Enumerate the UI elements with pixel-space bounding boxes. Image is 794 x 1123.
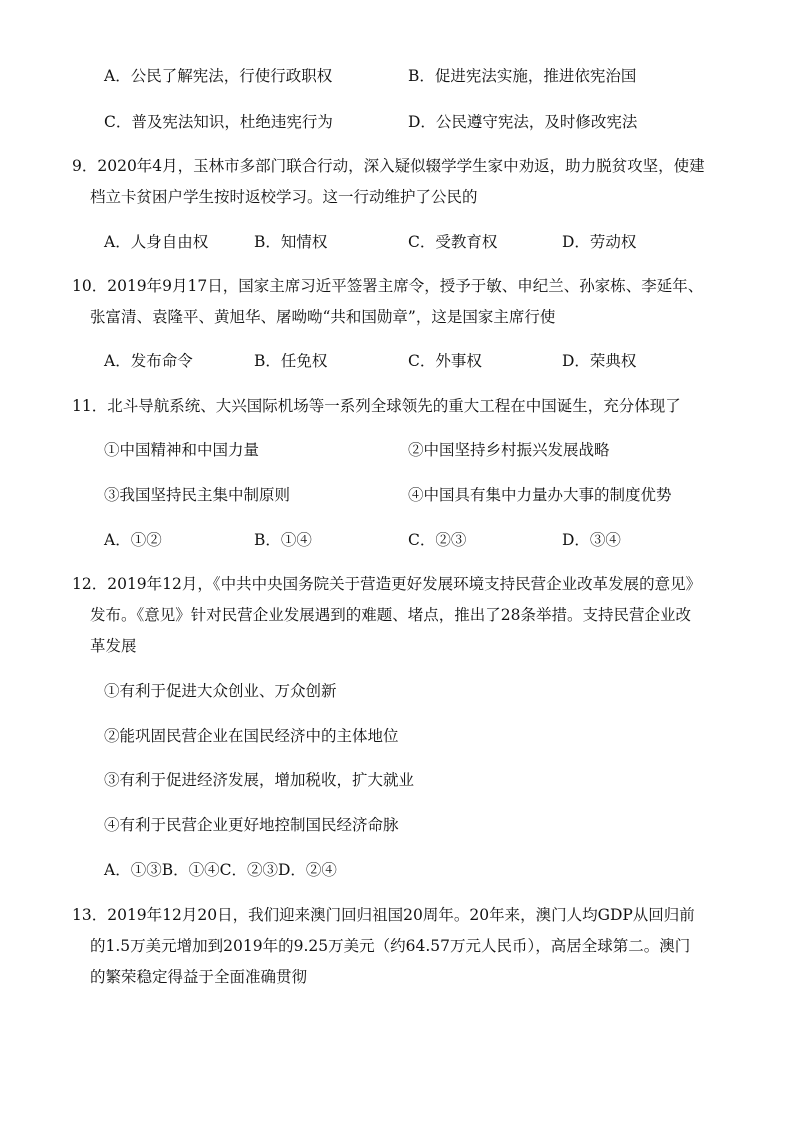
- q8-option-a: A．公民了解宪法，行使行政职权: [104, 67, 333, 85]
- q12-item-3: ③有利于促进经济发展，增加税收，扩大就业: [104, 771, 415, 789]
- q9-stem-line-1: 9．2020年4月，玉林市多部门联合行动，深入疑似辍学学生家中劝返，助力脱贫攻坚，使建: [72, 157, 705, 175]
- q9-option-b: B．知情权: [254, 233, 328, 251]
- q13-stem-line-3: 的繁荣稳定得益于全面准确贯彻: [90, 968, 308, 986]
- q12-stem-line-1: 12．2019年12月，《中共中央国务院关于营造更好发展环境支持民营企业改革发展的意见》: [72, 575, 702, 593]
- q12-item-4: ④有利于民营企业更好地控制国民经济命脉: [104, 816, 399, 834]
- q10-option-d: D．荣典权: [562, 352, 637, 370]
- q12-item-2: ②能巩固民营企业在国民经济中的主体地位: [104, 727, 399, 745]
- q10-option-b: B．任免权: [254, 352, 328, 370]
- q12-options: A．①③B．①④C．②③D．②④: [104, 861, 337, 879]
- q9-stem-line-2: 档立卡贫困户学生按时返校学习。这一行动维护了公民的: [90, 188, 478, 206]
- q9-option-c: C．受教育权: [408, 233, 498, 251]
- q11-option-b: B．①④: [254, 531, 312, 549]
- q12-stem-line-3: 革发展: [90, 637, 137, 655]
- q10-stem-line-2: 张富清、袁隆平、黄旭华、屠呦呦“共和国勋章”，这是国家主席行使: [90, 308, 556, 326]
- q11-item-4: ④中国具有集中力量办大事的制度优势: [408, 486, 672, 504]
- q8-option-c: C．普及宪法知识，杜绝违宪行为: [104, 113, 333, 131]
- q8-option-d: D．公民遵守宪法，及时修改宪法: [408, 113, 638, 131]
- q13-stem-line-1: 13．2019年12月20日，我们迎来澳门回归祖国20周年。20年来，澳门人均GDP从回归前: [72, 906, 695, 924]
- q11-stem-line-1: 11．北斗导航系统、大兴国际机场等一系列全球领先的重大工程在中国诞生，充分体现了: [72, 397, 681, 415]
- q12-stem-line-2: 发布。《意见》针对民营企业发展遇到的难题、堵点，推出了28条举措。支持民营企业改: [90, 606, 691, 624]
- q10-option-a: A．发布命令: [104, 352, 193, 370]
- q12-item-1: ①有利于促进大众创业、万众创新: [104, 682, 337, 700]
- q8-option-b: B．促进宪法实施，推进依宪治国: [408, 67, 637, 85]
- q13-stem-line-2: 的1.5万美元增加到2019年的9.25万美元（约64.57万元人民币），高居全球第二。澳门: [90, 937, 691, 955]
- q10-option-c: C．外事权: [408, 352, 482, 370]
- q9-option-a: A．人身自由权: [104, 233, 209, 251]
- q11-item-1: ①中国精神和中国力量: [104, 441, 260, 459]
- q11-option-a: A．①②: [104, 531, 162, 549]
- q11-option-d: D．③④: [562, 531, 621, 549]
- q9-option-d: D．劳动权: [562, 233, 637, 251]
- q11-item-3: ③我国坚持民主集中制原则: [104, 486, 291, 504]
- q10-stem-line-1: 10．2019年9月17日，国家主席习近平签署主席令，授予于敏、申纪兰、孙家栋、李延年、: [72, 277, 704, 295]
- q11-option-c: C．②③: [408, 531, 467, 549]
- q11-item-2: ②中国坚持乡村振兴发展战略: [408, 441, 610, 459]
